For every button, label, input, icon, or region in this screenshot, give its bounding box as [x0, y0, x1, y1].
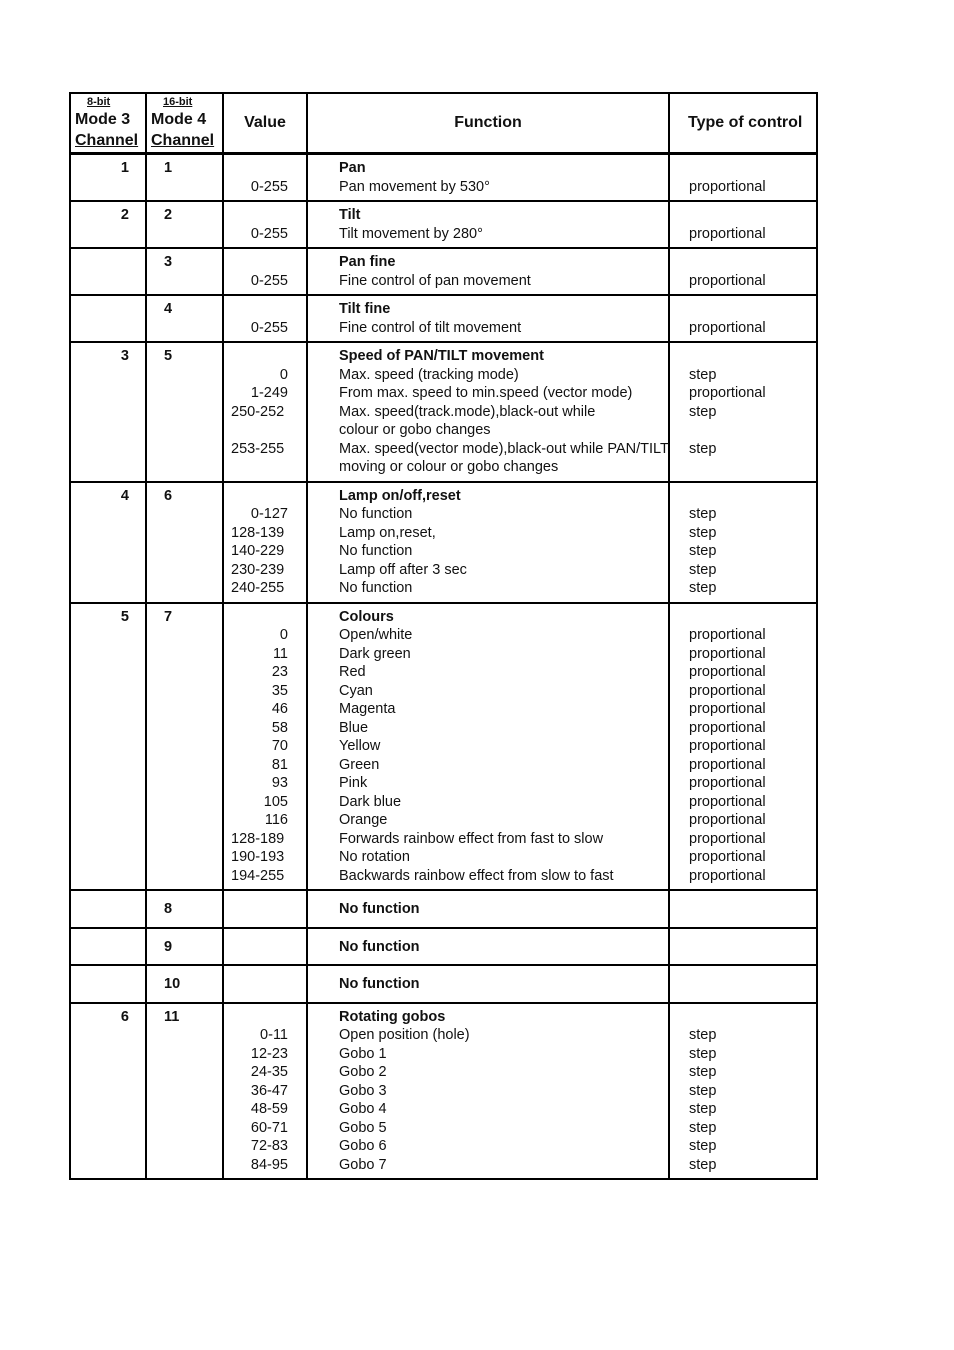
value-cell	[223, 482, 307, 603]
type-text: proportional	[689, 664, 766, 681]
value-spacer	[231, 900, 306, 919]
table-row	[70, 603, 817, 891]
mode3-channel-cell: 5	[70, 603, 146, 891]
type-cell	[669, 603, 817, 891]
type-spacer	[689, 206, 816, 225]
mode4-channel-cell: 1	[146, 154, 223, 202]
function-text: Pan movement by 530°	[339, 178, 490, 195]
mode4-channel-cell: 4	[146, 295, 223, 342]
value-text: 60-71	[250, 1119, 288, 1136]
value-cell	[223, 965, 307, 1003]
type-cell	[669, 248, 817, 295]
type-text: proportional	[689, 701, 766, 718]
function-text: Dark green	[339, 645, 411, 662]
mode3-channel-cell	[70, 248, 146, 295]
function-cell	[307, 342, 669, 482]
mode4-channel-cell: 9	[146, 928, 223, 966]
value-text: 23	[271, 664, 288, 681]
mode4-channel-cell: 7	[146, 603, 223, 891]
dmx-channel-table	[69, 92, 816, 1180]
function-name: No function	[339, 901, 420, 918]
mode3-label: Mode 3	[75, 111, 131, 129]
type-text: step	[689, 1045, 717, 1062]
type-text: step	[689, 506, 717, 523]
value-text: 48-59	[250, 1101, 288, 1118]
mode3-channel-cell: 2	[70, 201, 146, 248]
function-text: Dark blue	[339, 793, 402, 810]
function-cell	[307, 248, 669, 295]
mode3-header	[70, 93, 146, 154]
function-name: Lamp on/off,reset	[339, 487, 461, 504]
function-text: Gobo 3	[339, 1082, 387, 1099]
value-text: 0-255	[250, 225, 288, 242]
function-cell	[307, 603, 669, 891]
value-text: 0-255	[250, 178, 288, 195]
function-name: Tilt fine	[339, 301, 391, 318]
mode3-channel-cell	[70, 890, 146, 928]
mode4-channel-cell: 6	[146, 482, 223, 603]
type-cell	[669, 482, 817, 603]
table-row	[70, 1003, 817, 1180]
function-text: No rotation	[339, 849, 410, 866]
type-spacer	[689, 300, 816, 319]
type-text: step	[689, 1156, 717, 1173]
function-text: Tilt movement by 280°	[339, 225, 483, 242]
value-text: 240-255	[231, 580, 285, 597]
type-text: proportional	[689, 627, 766, 644]
function-name: Rotating gobos	[339, 1008, 446, 1025]
value-spacer	[231, 206, 306, 225]
function-text: No function	[339, 506, 413, 523]
type-text: proportional	[689, 682, 766, 699]
mode3-bits: 8-bit	[87, 96, 111, 108]
value-text: 0	[279, 366, 288, 383]
function-text: Open/white	[339, 627, 413, 644]
value-text	[231, 421, 306, 440]
type-cell	[669, 154, 817, 202]
mode3-channel-cell: 4	[70, 482, 146, 603]
function-text: From max. speed to min.speed (vector mode)	[339, 385, 633, 402]
function-name: Pan	[339, 160, 366, 177]
function-text: Max. speed (tracking mode)	[339, 366, 519, 383]
value-spacer	[231, 1008, 306, 1027]
value-text: 35	[271, 682, 288, 699]
value-text: 70	[271, 738, 288, 755]
type-text: step	[689, 403, 717, 420]
table-row	[70, 295, 817, 342]
table-row	[70, 965, 817, 1003]
function-text: Fine control of pan movement	[339, 272, 531, 289]
value-text: 58	[271, 719, 288, 736]
function-text: Lamp on,reset,	[339, 524, 436, 541]
value-cell	[223, 201, 307, 248]
function-name: No function	[339, 976, 420, 993]
type-text: step	[689, 1101, 717, 1118]
value-cell	[223, 342, 307, 482]
mode3-channel-cell: 1	[70, 154, 146, 202]
function-text: Max. speed(track.mode),black-out while	[339, 403, 596, 420]
type-cell	[669, 965, 817, 1003]
value-spacer	[231, 975, 306, 994]
type-text: step	[689, 561, 717, 578]
function-text: Open position (hole)	[339, 1027, 470, 1044]
type-header: Type of control	[669, 93, 817, 154]
mode4-channel-label: Channel	[151, 132, 215, 150]
mode3-channel-cell: 3	[70, 342, 146, 482]
value-cell	[223, 890, 307, 928]
type-cell	[669, 201, 817, 248]
function-name: Tilt	[339, 207, 361, 224]
value-cell	[223, 154, 307, 202]
value-spacer	[231, 300, 306, 319]
value-spacer	[231, 159, 306, 178]
value-text: 46	[271, 701, 288, 718]
value-text: 194-255	[231, 867, 285, 884]
value-spacer	[231, 487, 306, 506]
function-cell	[307, 1003, 669, 1180]
type-text: step	[689, 524, 717, 541]
value-text: 0-11	[260, 1027, 288, 1044]
value-spacer	[231, 347, 306, 366]
type-text: proportional	[689, 738, 766, 755]
value-text: 128-139	[231, 524, 285, 541]
value-text: 84-95	[250, 1156, 288, 1173]
type-text	[689, 421, 816, 440]
type-spacer	[689, 487, 816, 506]
type-text: proportional	[689, 645, 766, 662]
function-text: moving or colour or gobo changes	[339, 459, 559, 476]
value-text: 116	[264, 812, 288, 829]
type-text: step	[689, 543, 717, 560]
type-text: step	[689, 366, 717, 383]
value-cell	[223, 295, 307, 342]
type-spacer	[689, 253, 816, 272]
value-text: 36-47	[250, 1082, 288, 1099]
type-text: proportional	[689, 849, 766, 866]
type-cell	[669, 295, 817, 342]
function-text: Magenta	[339, 701, 396, 718]
function-text: Gobo 2	[339, 1064, 387, 1081]
mode3-channel-cell	[70, 295, 146, 342]
type-text: proportional	[689, 830, 766, 847]
table-row	[70, 201, 817, 248]
function-name: Pan fine	[339, 254, 396, 271]
table-row	[70, 154, 817, 202]
function-text: Gobo 6	[339, 1138, 387, 1155]
function-text: Gobo 7	[339, 1156, 387, 1173]
function-cell	[307, 201, 669, 248]
function-cell	[307, 295, 669, 342]
function-text: Pink	[339, 775, 368, 792]
type-text: proportional	[689, 319, 766, 336]
function-cell	[307, 890, 669, 928]
type-text: proportional	[689, 272, 766, 289]
type-text: proportional	[689, 225, 766, 242]
type-spacer	[689, 1008, 816, 1027]
type-text: step	[689, 1027, 717, 1044]
value-text: 0-255	[250, 319, 288, 336]
type-spacer	[689, 900, 816, 919]
channel-table	[69, 92, 818, 1180]
value-text: 253-255	[231, 440, 285, 457]
type-spacer	[689, 938, 816, 957]
value-spacer	[231, 938, 306, 957]
value-text: 250-252	[231, 403, 285, 420]
function-text: Forwards rainbow effect from fast to slow	[339, 830, 604, 847]
value-text: 0-127	[250, 506, 288, 523]
type-spacer	[689, 347, 816, 366]
table-row	[70, 890, 817, 928]
type-cell	[669, 928, 817, 966]
function-header: Function	[307, 93, 669, 154]
value-cell	[223, 248, 307, 295]
value-text: 140-229	[231, 543, 285, 560]
value-text: 1-249	[250, 385, 288, 402]
function-text: Gobo 4	[339, 1101, 387, 1118]
mode3-channel-cell: 6	[70, 1003, 146, 1180]
type-text: step	[689, 1082, 717, 1099]
function-text: Gobo 5	[339, 1119, 387, 1136]
value-text: 0	[279, 627, 288, 644]
type-cell	[669, 890, 817, 928]
function-name: Colours	[339, 608, 394, 625]
function-text: Yellow	[339, 738, 381, 755]
mode4-label: Mode 4	[151, 111, 207, 129]
type-cell	[669, 342, 817, 482]
mode4-channel-cell: 3	[146, 248, 223, 295]
type-spacer	[689, 975, 816, 994]
mode4-channel-cell: 5	[146, 342, 223, 482]
value-text: 93	[271, 775, 288, 792]
table-row	[70, 342, 817, 482]
type-text: proportional	[689, 793, 766, 810]
type-text: proportional	[689, 812, 766, 829]
value-text: 72-83	[250, 1138, 288, 1155]
function-text: Max. speed(vector mode),black-out while PAN/TILT	[339, 440, 669, 457]
type-text: proportional	[689, 385, 766, 402]
function-text: Cyan	[339, 682, 373, 699]
value-text: 230-239	[231, 561, 285, 578]
mode3-channel-cell	[70, 928, 146, 966]
value-spacer	[231, 608, 306, 627]
type-text: proportional	[689, 178, 766, 195]
type-text: proportional	[689, 719, 766, 736]
value-cell	[223, 603, 307, 891]
type-cell	[669, 1003, 817, 1180]
type-text	[689, 458, 816, 477]
mode4-channel-cell: 11	[146, 1003, 223, 1180]
mode4-channel-cell: 2	[146, 201, 223, 248]
type-text: proportional	[689, 867, 766, 884]
mode3-channel-label: Channel	[75, 132, 139, 150]
function-cell	[307, 154, 669, 202]
function-text: Green	[339, 756, 380, 773]
value-text: 190-193	[231, 849, 285, 866]
mode4-channel-cell: 8	[146, 890, 223, 928]
function-name: No function	[339, 938, 420, 955]
function-text: Orange	[339, 812, 388, 829]
table-header-row	[70, 93, 817, 154]
type-text: proportional	[689, 756, 766, 773]
value-cell	[223, 928, 307, 966]
function-text: Lamp off after 3 sec	[339, 561, 467, 578]
value-text: 11	[272, 645, 288, 662]
table-row	[70, 482, 817, 603]
mode4-bits: 16-bit	[163, 96, 193, 108]
value-text: 128-189	[231, 830, 285, 847]
type-text: step	[689, 440, 717, 457]
value-text: 12-23	[250, 1045, 288, 1062]
type-text: step	[689, 1064, 717, 1081]
type-spacer	[689, 159, 816, 178]
value-text	[231, 458, 306, 477]
type-text: step	[689, 580, 717, 597]
function-text: colour or gobo changes	[339, 422, 491, 439]
value-text: 0-255	[250, 272, 288, 289]
mode4-header	[146, 93, 223, 154]
function-cell	[307, 928, 669, 966]
type-text: step	[689, 1119, 717, 1136]
type-text: proportional	[689, 775, 766, 792]
type-spacer	[689, 608, 816, 627]
function-text: Blue	[339, 719, 369, 736]
table-row	[70, 928, 817, 966]
mode3-channel-cell	[70, 965, 146, 1003]
function-text: Fine control of tilt movement	[339, 319, 522, 336]
value-spacer	[231, 253, 306, 272]
function-text: No function	[339, 580, 413, 597]
function-text: Red	[339, 664, 366, 681]
type-text: step	[689, 1138, 717, 1155]
value-cell	[223, 1003, 307, 1180]
function-text: Backwards rainbow effect from slow to fast	[339, 867, 614, 884]
value-text: 24-35	[250, 1064, 288, 1081]
table-row	[70, 248, 817, 295]
value-text: 81	[271, 756, 288, 773]
value-text: 105	[263, 793, 288, 810]
function-text: No function	[339, 543, 413, 560]
function-text: Gobo 1	[339, 1045, 387, 1062]
mode4-channel-cell: 10	[146, 965, 223, 1003]
function-cell	[307, 965, 669, 1003]
function-cell	[307, 482, 669, 603]
value-header: Value	[223, 93, 307, 154]
function-name: Speed of PAN/TILT movement	[339, 348, 544, 365]
